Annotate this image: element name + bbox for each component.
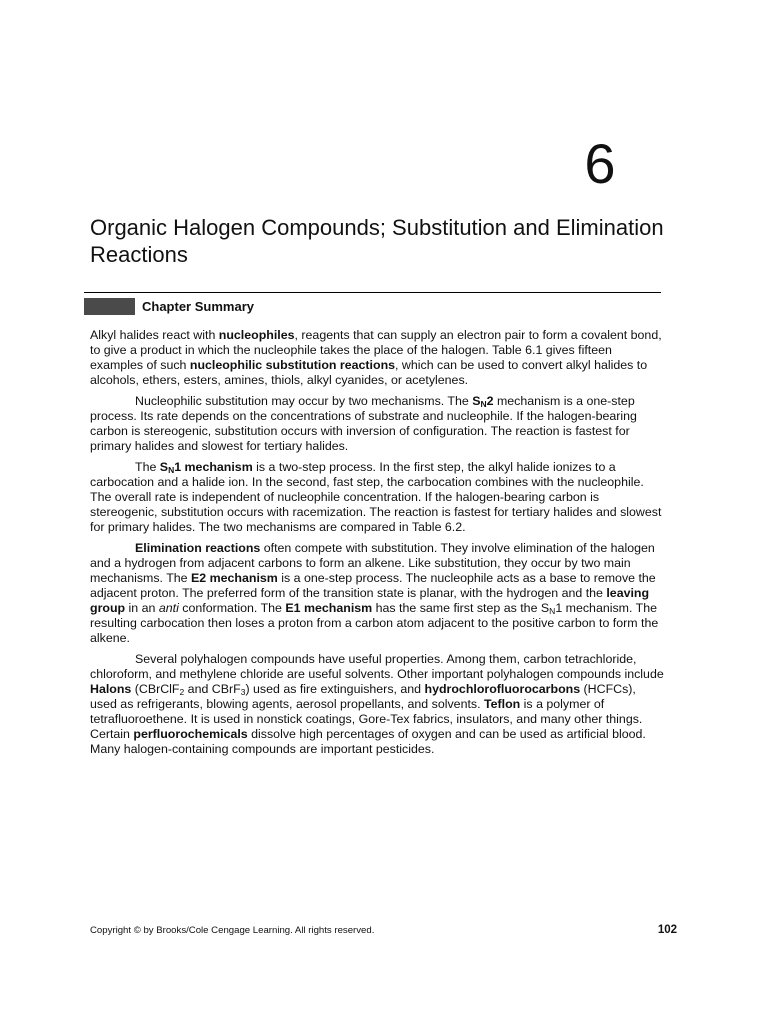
text-run: , which can be used to convert alkyl halides to alcohols, ethers, esters, amines, thiols, alkyl cyanides, or acetylenes.	[90, 358, 648, 387]
term-elimination-reactions: Elimination reactions	[135, 541, 261, 555]
paragraph-nucleophiles	[90, 328, 666, 388]
text-run: often compete with substitution. They involve elimination of the halogen and a hydrogen from adjacent carbons to form an alkene. Like substitution, they occur by two main mechanisms. The	[90, 541, 655, 585]
chapter-number: 6	[584, 132, 616, 195]
term-teflon: Teflon	[483, 697, 521, 711]
text-run: , reagents that can supply an electron pair to form a covalent bond, to give a product in which the nucleophile takes the place of the halogen. Table 6.1 gives fifteen examples of such	[90, 328, 662, 372]
text-run: conformation. The	[178, 601, 286, 615]
section-divider	[84, 292, 661, 293]
term-sn1-mechanism	[160, 460, 253, 474]
text-run: 1 mechanism. The resulting carbocation then loses a proton from a carbon atom adjacent to the positive carbon to form the alkene.	[90, 601, 659, 645]
copyright-notice: Copyright © by Brooks/Cole Cengage Learning. All rights reserved.	[90, 925, 375, 936]
text-run: dissolve high percentages of oxygen and can be used as artificial blood. Many halogen-containing compounds are important pesticides.	[90, 727, 646, 756]
text-run: Nucleophilic substitution may occur by two mechanisms. The	[135, 394, 473, 408]
text-run: is a two-step process. In the first step, the alkyl halide ionizes to a carbocation and a halide ion. In the second, fast step, the carbocation combines with the nucleophile. The overall rate is independent of nucleophile concentration. If the halogen-bearing carbon is stereogenic, substitution occurs with racemization. The reaction is fastest for tertiary halides and slowest for primary halides. The two mechanisms are compared in Table 6.2.	[90, 460, 662, 534]
text-run: (CBrClF	[131, 682, 180, 696]
text-run: ) used as fire extinguishers, and	[245, 682, 425, 696]
text-run: (HCFCs), used as refrigerants, blowing agents, aerosol propellants, and solvents.	[90, 682, 636, 711]
subscript: 3	[240, 687, 246, 697]
subscript: N	[168, 465, 175, 475]
text-run: 2	[486, 394, 494, 408]
text-run: is a polymer of tetrafluoroethene. It is used in nonstick coatings, Gore-Tex fabrics, insulators, and many other things. Certain	[90, 697, 643, 741]
term-leaving-group: leaving group	[90, 586, 650, 615]
text-run: Alkyl halides react with	[90, 328, 219, 342]
term-anti: anti	[158, 601, 179, 615]
subscript: N	[549, 606, 556, 616]
subscript: 2	[179, 687, 185, 697]
paragraph-sn1	[90, 460, 666, 535]
term-hcfcs: hydrochlorofluorocarbons	[424, 682, 581, 696]
text-run: and CBrF	[184, 682, 241, 696]
text-run: is a one-step process. The nucleophile acts as a base to remove the adjacent proton. The preferred form of the transition state is planar, with the hydrogen and the	[90, 571, 656, 600]
section-marker-block	[84, 298, 135, 315]
text-run: has the same first step as the S	[372, 601, 550, 615]
page-number: 102	[657, 924, 677, 936]
term-sn2	[472, 394, 493, 408]
text-run: in an	[125, 601, 159, 615]
text-run: Several polyhalogen compounds have useful properties. Among them, carbon tetrachloride, chloroform, and methylene chloride are useful solvents. Other important polyhalogen compounds include	[90, 652, 664, 681]
term-nucleophilic-substitution: nucleophilic substitution reactions	[189, 358, 396, 372]
text-run: S	[472, 394, 481, 408]
text-run: The	[135, 460, 160, 474]
chapter-title: Organic Halogen Compounds; Substitution and Elimination Reactions	[90, 215, 664, 267]
paragraph-elimination	[90, 541, 666, 646]
text-run: S	[159, 460, 169, 474]
paragraph-sn2	[90, 394, 666, 454]
text-run: mechanism is a one-step process. Its rate depends on the concentrations of substrate and nucleophile. If the halogen-bearing carbon is stereogenic, substitution occurs with inversion of configuration. The reaction is fastest for primary halides and slowest for tertiary halides.	[90, 394, 637, 453]
chapter-summary-body	[90, 328, 666, 763]
term-perfluorochemicals: perfluorochemicals	[133, 727, 248, 741]
term-nucleophiles: nucleophiles	[218, 328, 295, 342]
term-halons: Halons	[90, 682, 132, 696]
paragraph-polyhalogen	[90, 652, 666, 757]
subscript: N	[480, 399, 487, 409]
term-e2-mechanism: E2 mechanism	[191, 571, 278, 585]
term-e1-mechanism: E1 mechanism	[285, 601, 373, 615]
section-heading: Chapter Summary	[142, 299, 254, 314]
text-run: 1 mechanism	[174, 460, 253, 474]
